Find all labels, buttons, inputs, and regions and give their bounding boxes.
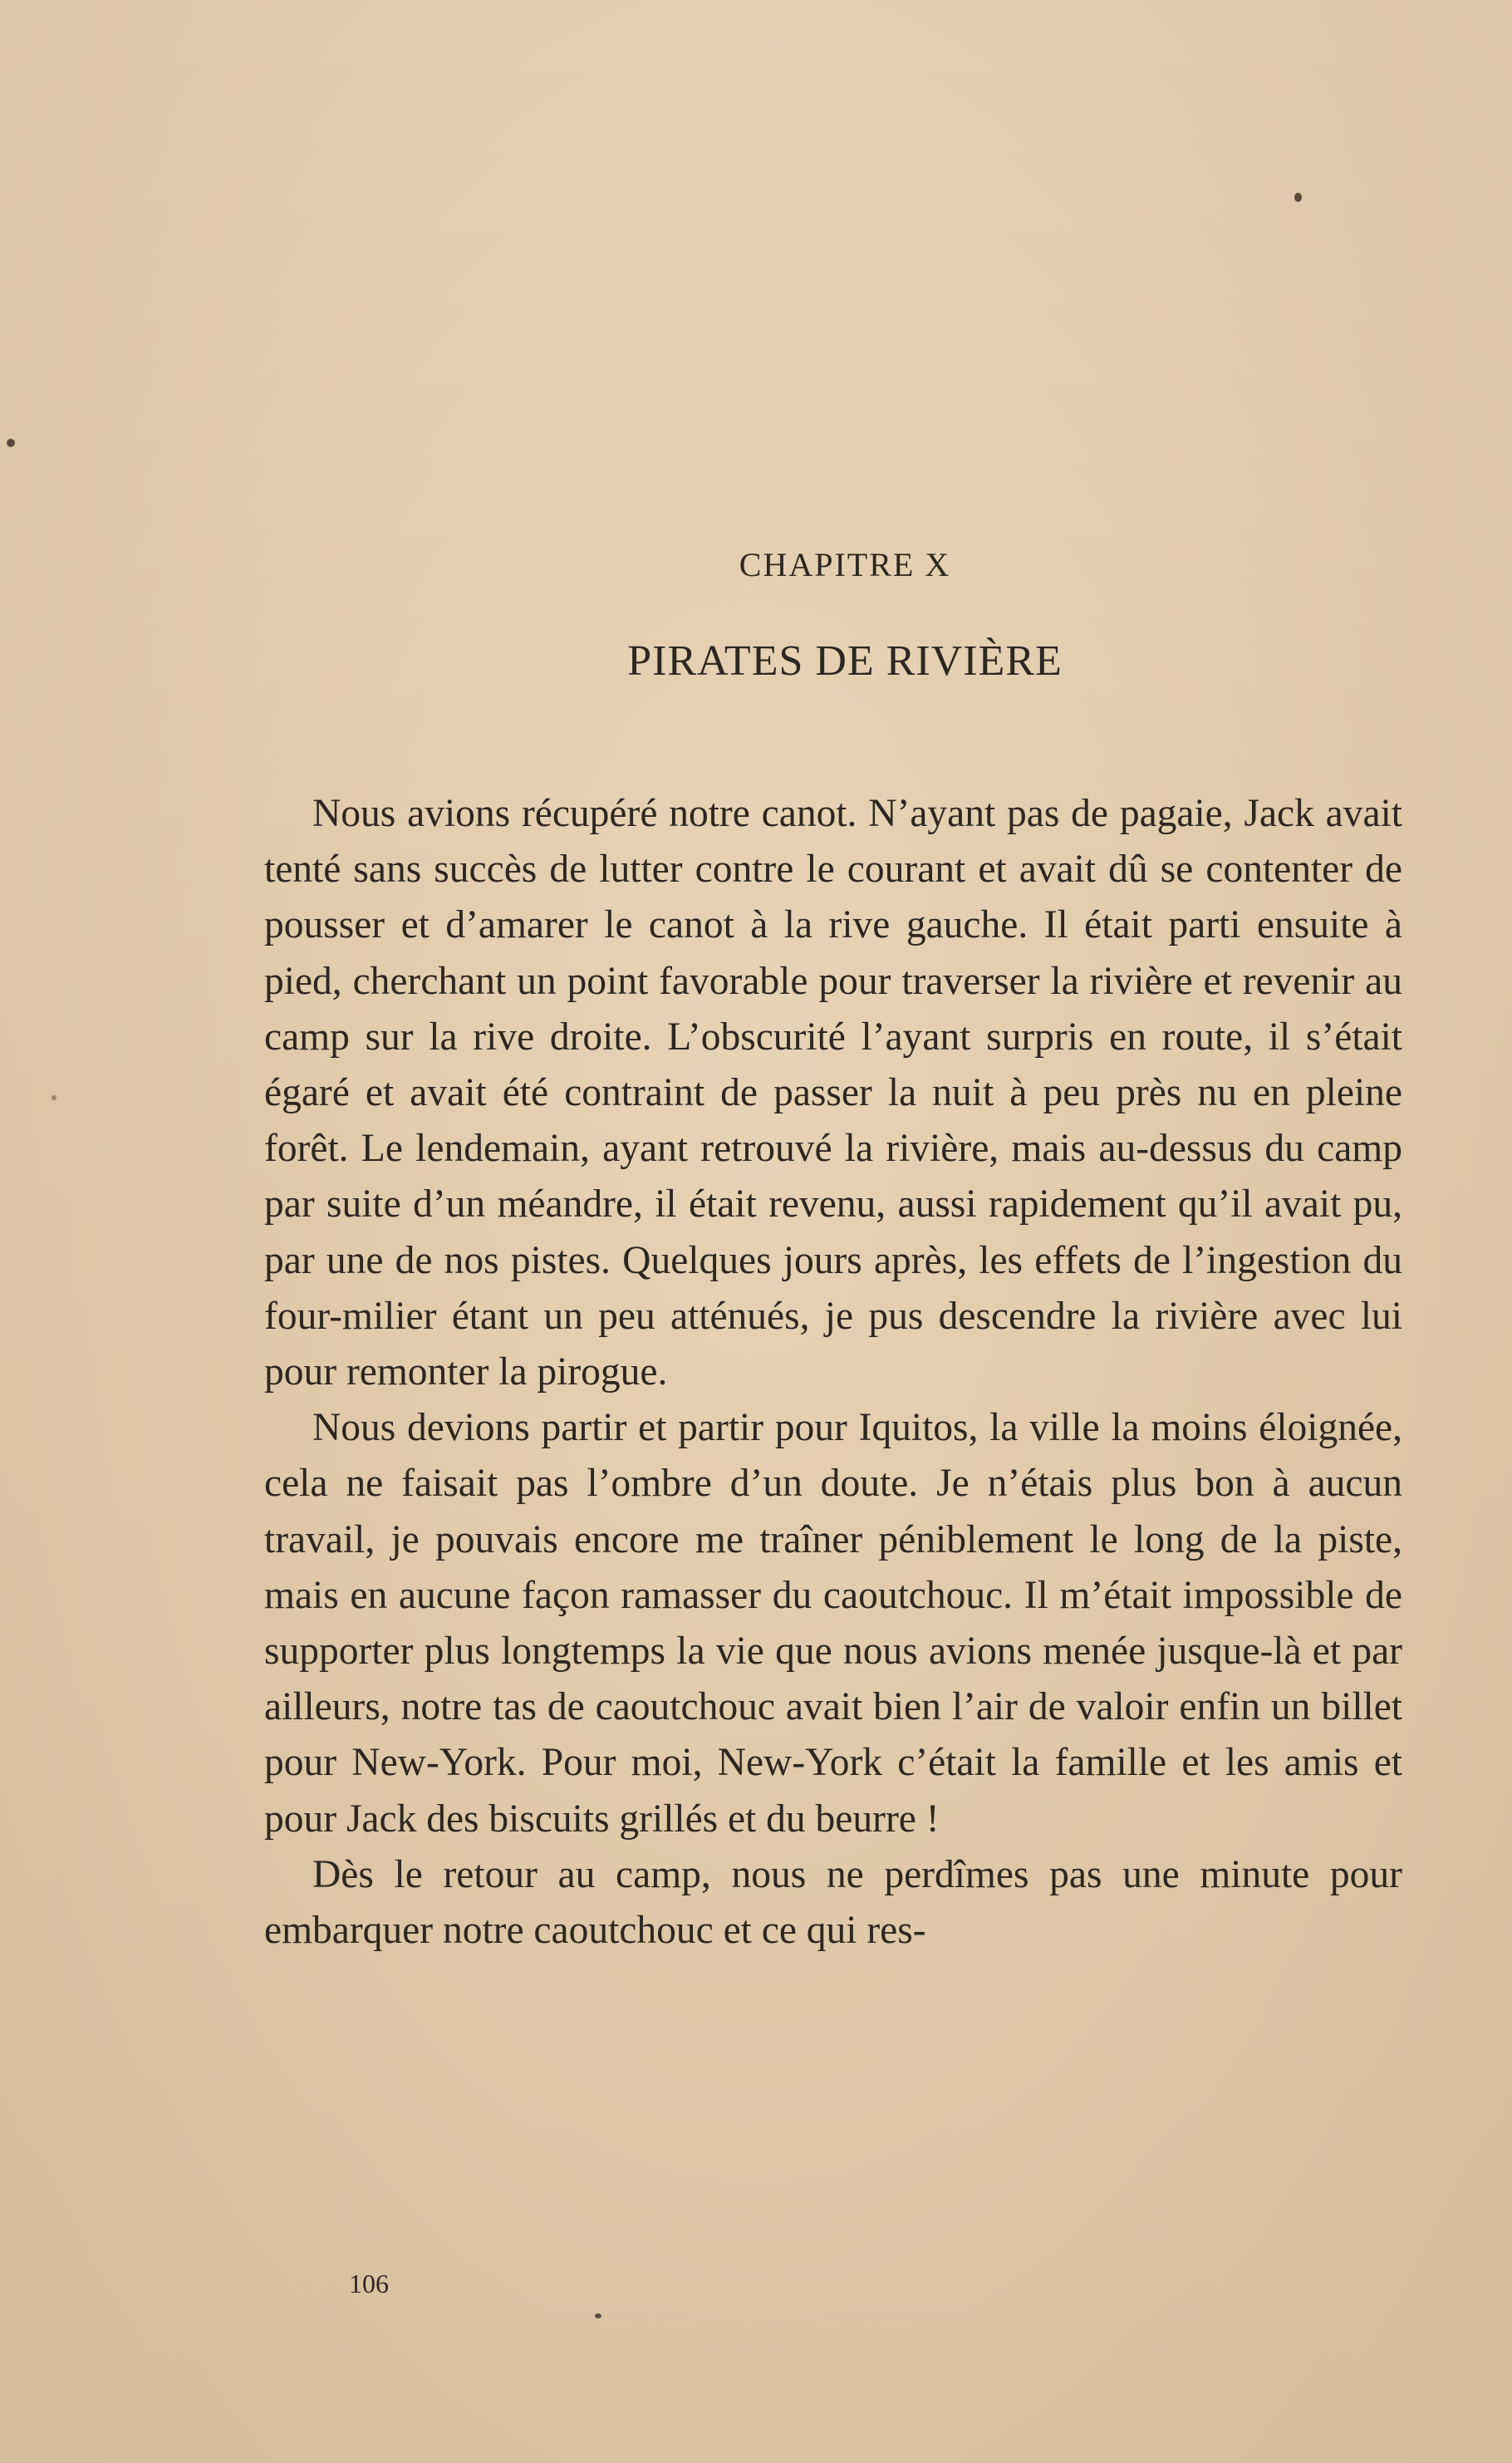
ink-speck <box>1294 193 1302 202</box>
ink-speck <box>7 439 15 447</box>
chapter-title: PIRATES DE RIVIÈRE <box>627 637 1063 685</box>
paragraph: Nous devions partir et partir pour Iquitos, la ville la moins éloignée, cela ne faisait pas l’ombre d’un doute. Je n’étais plus bon à aucun travail, je pouvais encore me traîner péniblement le long de la piste, mais en aucune façon ramasser du caoutchouc. Il m’était impossible de supporter plus longtemps la vie que nous avions menée jusque-là et par ailleurs, notre tas de caoutchouc avait bien l’air de valoir enfin un billet pour New-York. Pour moi, New-York c’était la famille et les amis et pour Jack des biscuits grillés et du beurre ! <box>264 1406 1402 1841</box>
ink-speck <box>595 2313 601 2318</box>
paragraph: Dès le retour au camp, nous ne perdîmes pas une minute pour embarquer notre caoutchouc et ce qui res- <box>264 1852 1402 1953</box>
body-text <box>264 786 1402 1959</box>
ink-speck <box>52 1095 56 1100</box>
paragraph: Nous avions récupéré notre canot. N’ayant pas de pagaie, Jack avait tenté sans succès de lutter contre le courant et avait dû se contenter de pousser et d’amarer le canot à la rive gauche. Il était parti ensuite à pied, cherchant un point favorable pour traverser la rivière et revenir au camp sur la rive droite. L’obscurité l’ayant surpris en route, il s’était égaré et avait été contraint de passer la nuit à peu près nu en pleine forêt. Le lendemain, ayant retrouvé la rivière, mais au-dessus du camp par suite d’un méandre, il était revenu, aussi rapidement qu’il avait pu, par une de nos pistes. Quelques jours après, les effets de l’ingestion du four-milier étant un peu atténués, je pus descendre la rivière avec lui pour remonter la pirogue. <box>264 792 1402 1394</box>
chapter-label: CHAPITRE X <box>739 546 951 583</box>
page-number: 106 <box>349 2269 389 2298</box>
